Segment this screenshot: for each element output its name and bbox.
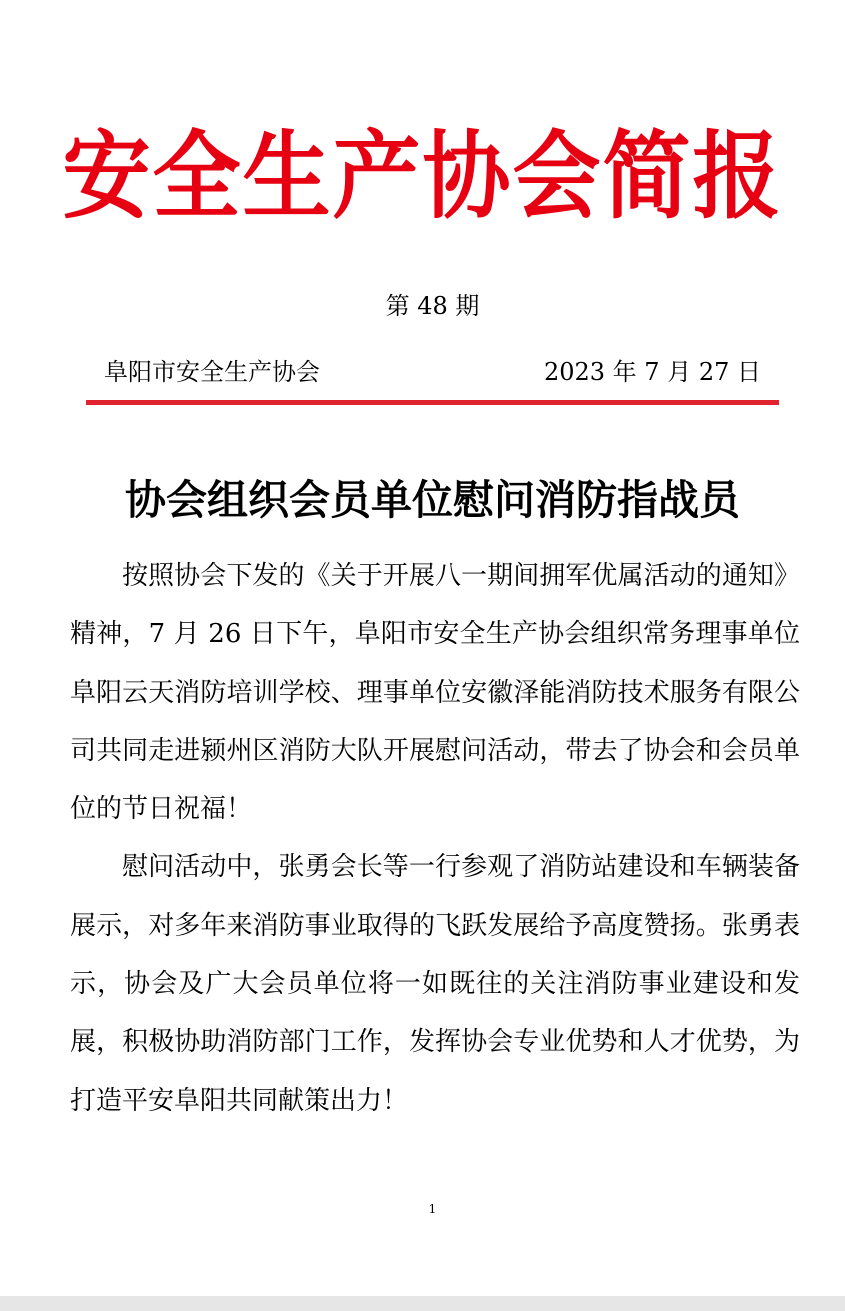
article-title: 协会组织会员单位慰问消防指战员 <box>125 476 740 524</box>
masthead-title: 安全生产协会简报 <box>62 120 783 232</box>
red-divider <box>86 400 779 405</box>
article-paragraph: 慰问活动中，张勇会长等一行参观了消防站建设和车辆装备展示，对多年来消防事业取得的飞跃发展给予高度赞扬。张勇表示，协会及广大会员单位将一如既往的关注消防事业建设和发展，积极协助消防部门工作，发挥协会专业优势和人才优势，为打造平安阜阳共同献策出力！ <box>70 852 800 1116</box>
issue-number: 第 48 期 <box>385 292 480 320</box>
viewer-bottom-edge <box>0 1296 845 1311</box>
article-body <box>70 547 800 1130</box>
organization-name: 阜阳市安全生产协会 <box>104 358 320 386</box>
publication-date: 2023 年 7 月 27 日 <box>543 358 761 386</box>
page-number: 1 <box>428 1202 437 1216</box>
article-paragraph: 按照协会下发的《关于开展八一期间拥军优属活动的通知》精神，7 月 26 日下午，阜阳市安全生产协会组织常务理事单位阜阳云天消防培训学校、理事单位安徽泽能消防技术服务有限公司共同走进颍州区消防大队开展慰问活动，带去了协会和会员单位的节日祝福！ <box>70 561 800 825</box>
